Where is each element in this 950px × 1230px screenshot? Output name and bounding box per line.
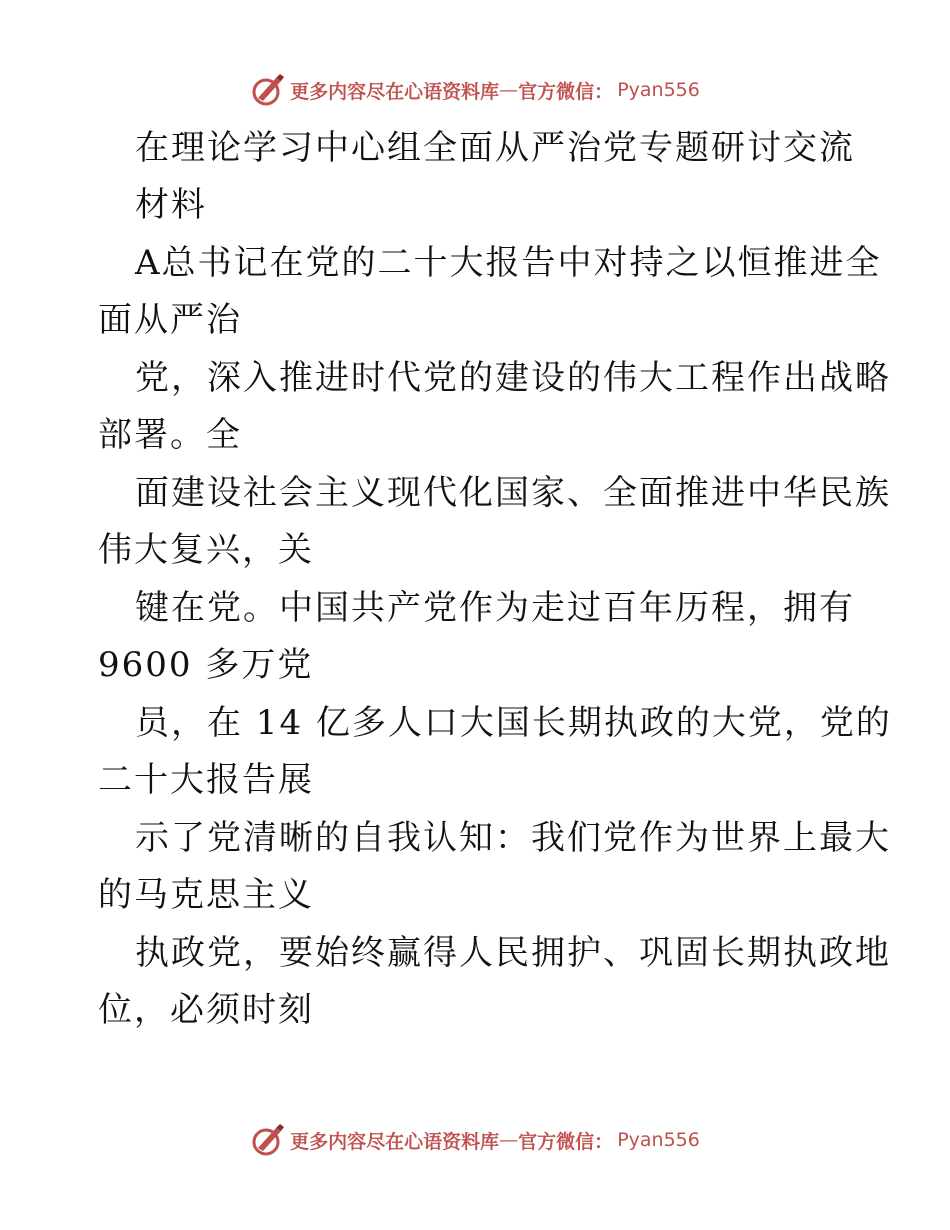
- watermark-wechat-label: 官方微信：: [518, 1130, 614, 1153]
- pen-logo-icon: [250, 1122, 286, 1158]
- paragraph-line: 员，在 14 亿多人口大国长期执政的大党，党的: [135, 703, 892, 743]
- watermark-main-text: 更多内容尽在心语资料库: [290, 1130, 500, 1153]
- paragraph-line: 执政党，要始终赢得人民拥护、巩固长期执政地: [135, 933, 891, 973]
- paragraph-line: 面从严治: [98, 300, 242, 340]
- paragraph-line: 伟大复兴，关: [98, 530, 314, 570]
- paragraph-line: 9600 多万党: [98, 645, 314, 685]
- paragraph-line: 部署。全: [98, 415, 242, 455]
- paragraph-line: 位，必须时刻: [98, 990, 314, 1030]
- paragraph-line: 面建设社会主义现代化国家、全面推进中华民族: [135, 473, 891, 513]
- watermark-wechat-label: 官方微信：: [518, 80, 614, 103]
- paragraph-line: 二十大报告展: [98, 760, 314, 800]
- paragraph-line: 材料: [135, 185, 207, 225]
- watermark-wechat-id: Pyan556: [617, 79, 700, 101]
- paragraph-line: 键在党。中国共产党作为走过百年历程，拥有: [135, 588, 855, 628]
- paragraph-line: A总书记在党的二十大报告中对持之以恒推进全: [135, 243, 882, 283]
- watermark-dash: —: [499, 1129, 519, 1151]
- paragraph-line: 在理论学习中心组全面从严治党专题研讨交流: [135, 128, 855, 168]
- header-watermark: [0, 70, 950, 110]
- watermark-main-text: 更多内容尽在心语资料库: [290, 80, 500, 103]
- pen-logo-icon: [250, 72, 286, 108]
- footer-watermark: [0, 1120, 950, 1160]
- paragraph-line: 党，深入推进时代党的建设的伟大工程作出战略: [135, 358, 891, 398]
- watermark-wechat-id: Pyan556: [617, 1129, 700, 1151]
- paragraph-line: 的马克思主义: [98, 875, 314, 915]
- watermark-dash: —: [499, 79, 519, 101]
- paragraph-line: 示了党清晰的自我认知：我们党作为世界上最大: [135, 818, 891, 858]
